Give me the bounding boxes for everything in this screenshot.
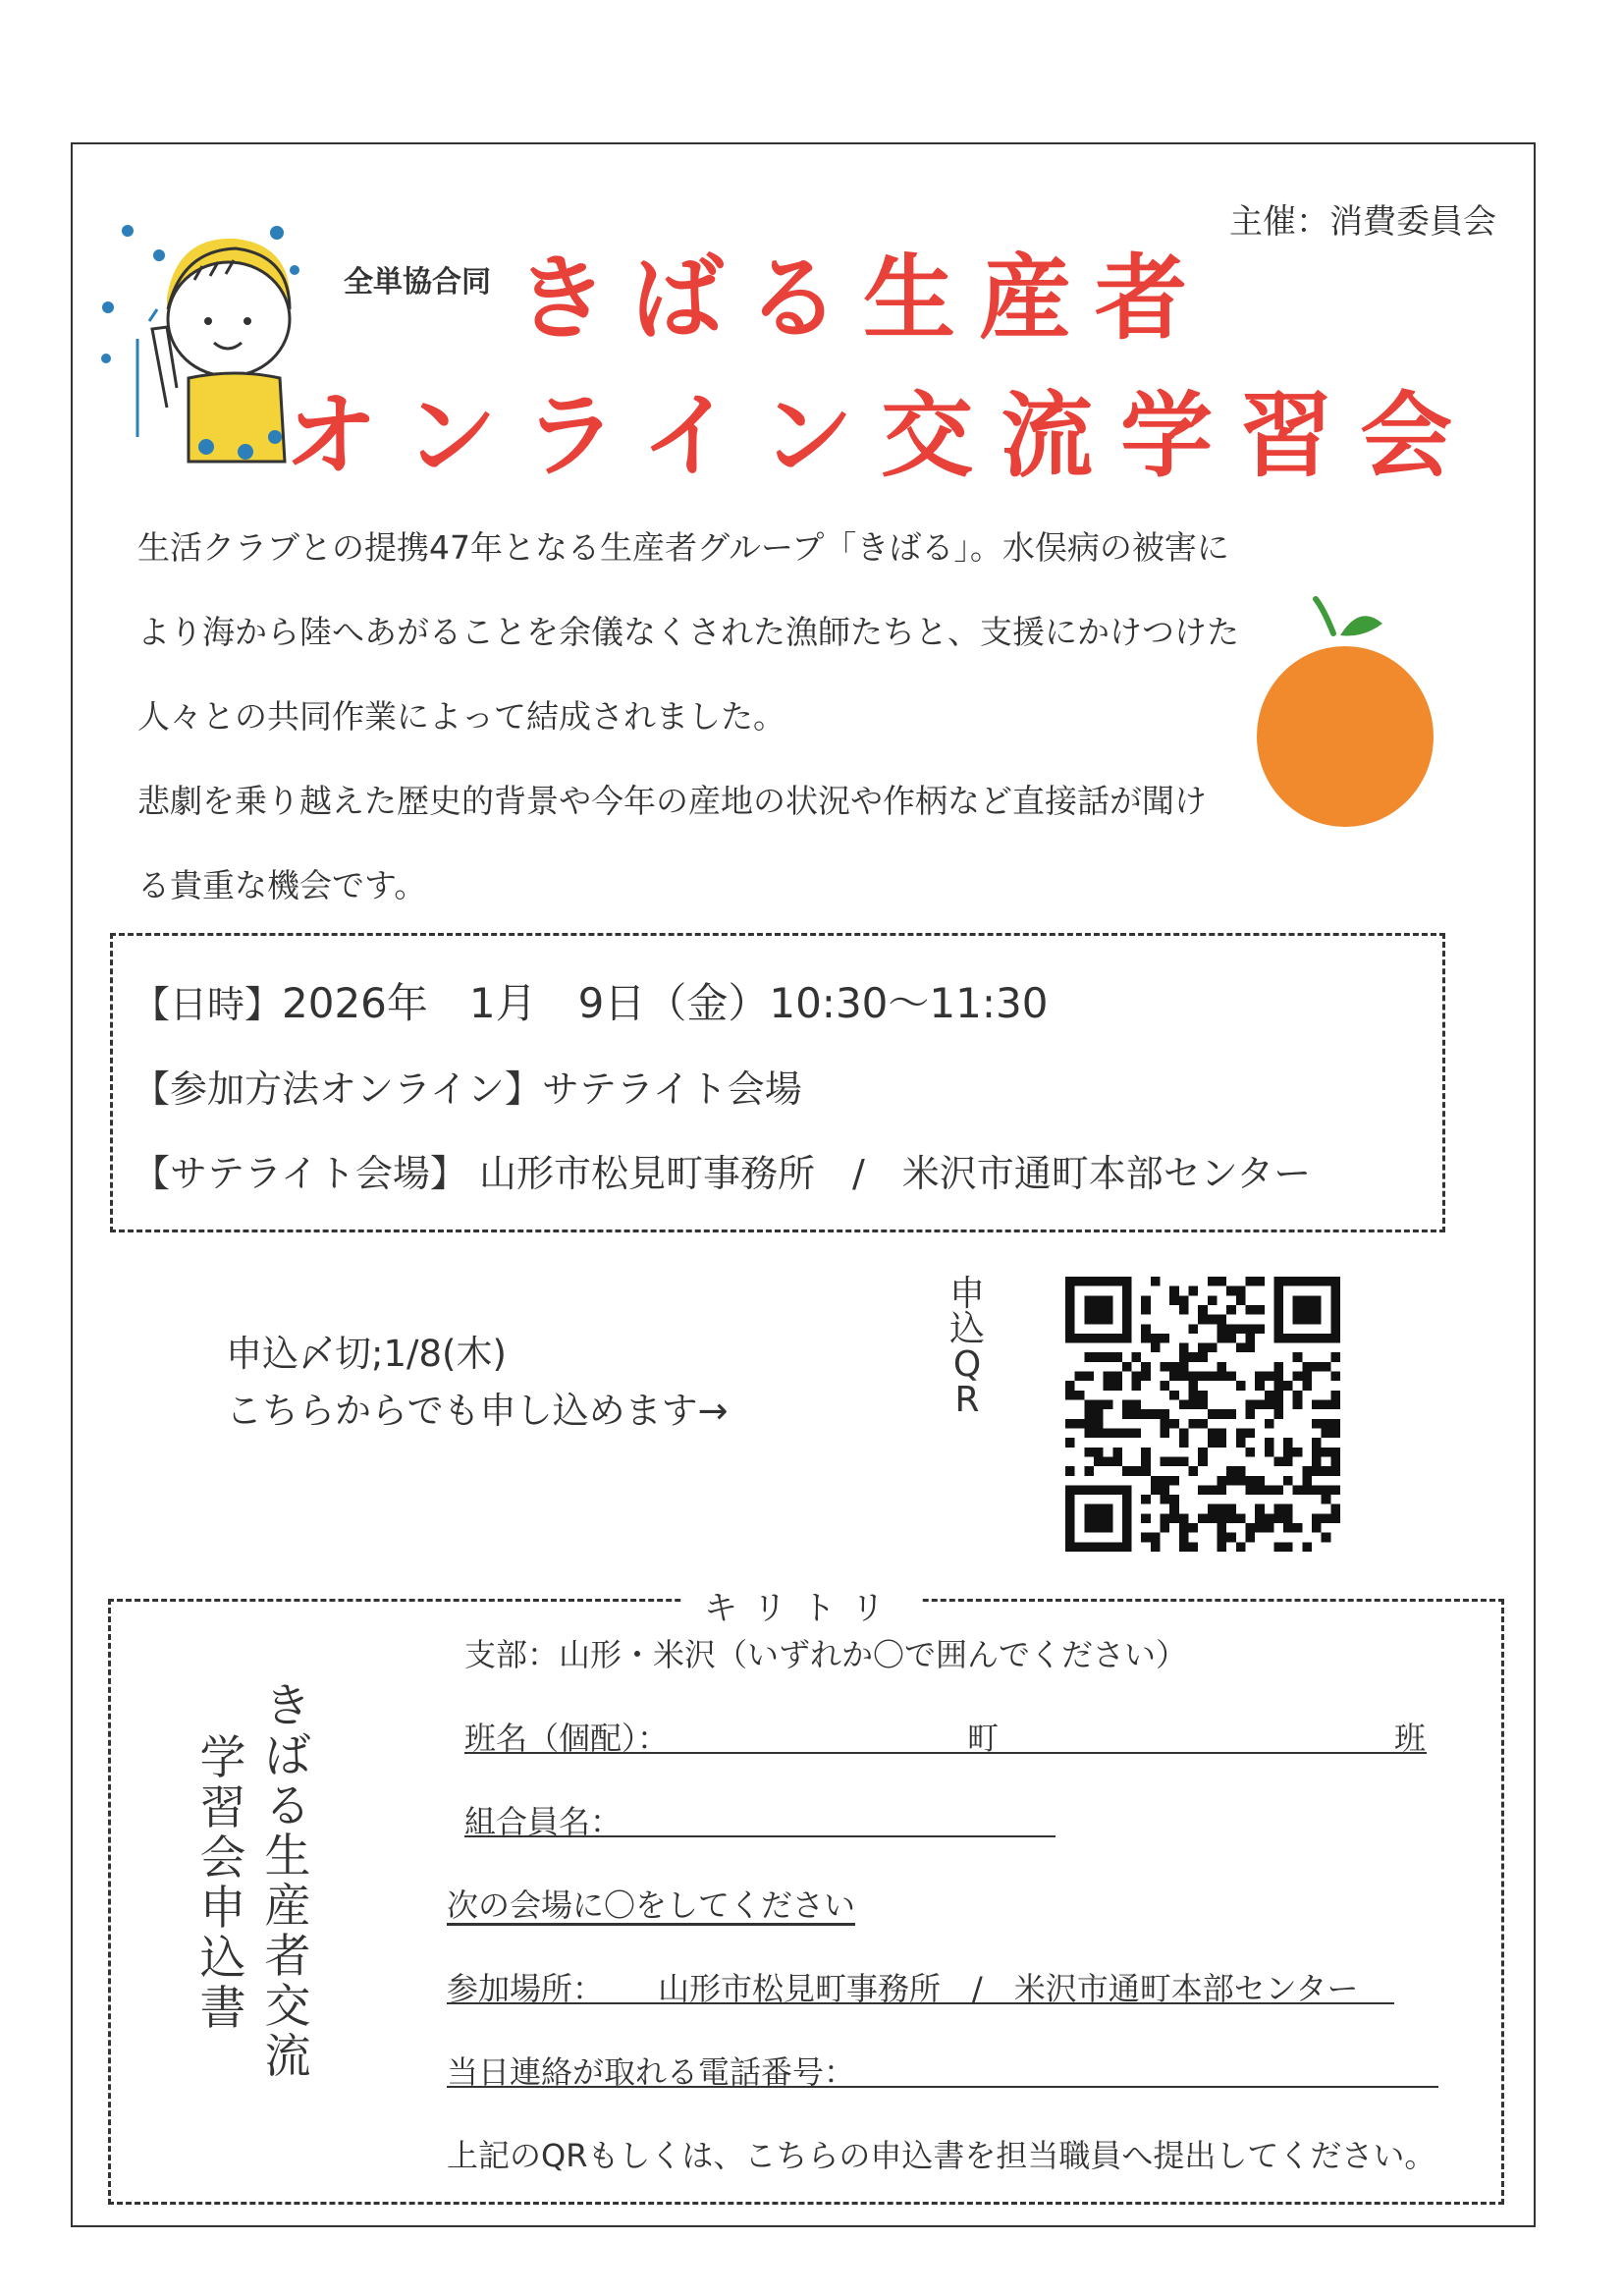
venue-options[interactable]: 山形市松見町事務所 / 米沢市通町本部センター — [658, 1970, 1359, 2007]
venue-field-line — [447, 2002, 1394, 2004]
apply-note: こちらからでも申し込めます→ — [226, 1390, 729, 1432]
qr-code[interactable] — [1065, 1277, 1340, 1552]
venue-label: 【サテライト会場】 — [133, 1152, 467, 1195]
han-town: 町 — [967, 1720, 1000, 1757]
intro-line: る貴重な機会です。 — [137, 866, 427, 904]
form-title-char: 習 — [199, 1781, 246, 1835]
deadline-block — [226, 1326, 729, 1440]
orange-fruit-icon — [1247, 594, 1443, 830]
form-title-char: 交 — [264, 1980, 311, 2034]
qr-label-char: R — [954, 1380, 980, 1420]
organizer-label: 主催：消費委員会 — [1229, 202, 1496, 242]
form-title-char: る — [264, 1779, 311, 1833]
han-label: 班名（個配）： — [464, 1720, 670, 1757]
form-title-char: 流 — [264, 2030, 311, 2084]
member-label: 組合員名： — [464, 1803, 623, 1840]
qr-label-char: Q — [952, 1344, 982, 1385]
title-line-1: きばる生産者 — [515, 246, 1212, 353]
han-field[interactable] — [464, 1752, 1427, 1754]
form-title-char: 込 — [199, 1932, 246, 1986]
phone-label: 当日連絡が取れる電話番号： — [447, 2053, 856, 2091]
title-line-2: オンライン交流学習会 — [285, 383, 1481, 490]
intro-line: 生活クラブとの提携47年となる生産者グループ「きばる」。水俣病の被害に — [137, 528, 1229, 567]
venue-value: 山形市松見町事務所 / 米沢市通町本部センター — [478, 1152, 1312, 1195]
deadline-text: 申込〆切;1/8(木) — [226, 1333, 507, 1375]
event-info-box — [110, 933, 1445, 1232]
intro-line: より海から陸へあがることを余儀なくされた漁師たちと、支援にかけつけた — [137, 613, 1239, 651]
venue-instruction: 次の会場に〇をしてください — [447, 1886, 856, 1924]
form-title-char: 学 — [199, 1731, 246, 1785]
joint-event-label: 全単協合同 — [344, 265, 491, 300]
form-title-char: ば — [264, 1729, 311, 1783]
form-title-char: 生 — [264, 1830, 311, 1884]
venue-row — [133, 1131, 1423, 1216]
form-title-char: 書 — [199, 1982, 246, 2036]
form-title-char: き — [264, 1679, 311, 1733]
date-label: 【日時】 — [133, 983, 283, 1026]
cut-line-label: キリトリ — [682, 1581, 922, 1629]
qr-label-char: 申 — [948, 1274, 985, 1314]
form-title-char: 申 — [199, 1882, 246, 1936]
form-title-char: 産 — [264, 1880, 311, 1934]
form-title-column-1 — [263, 1681, 312, 2082]
member-name-field[interactable] — [464, 1835, 1056, 1837]
qr-label — [947, 1274, 987, 1420]
date-row — [133, 961, 1423, 1047]
intro-paragraph — [137, 506, 1237, 928]
date-value: 2026年 1月 9日（金）10:30～11:30 — [282, 979, 1049, 1027]
form-title-column-2 — [198, 1733, 247, 2034]
form-title-char: 会 — [199, 1831, 246, 1886]
han-suffix: 班 — [1394, 1720, 1427, 1757]
intro-line: 人々との共同作業によって結成されました。 — [137, 697, 785, 736]
qr-label-char: 込 — [948, 1309, 985, 1349]
form-title-char: 者 — [264, 1930, 311, 1984]
venue-choice-label: 参加場所： — [447, 1970, 605, 2007]
method-row: 【参加方法オンライン】サテライト会場 — [133, 1067, 802, 1111]
branch-field[interactable]: 支部：山形・米沢（いずれか〇で囲んでください） — [464, 1636, 1188, 1673]
intro-line: 悲劇を乗り越えた歴史的背景や今年の産地の状況や作柄など直接話が聞け — [137, 782, 1207, 820]
phone-field[interactable] — [447, 2086, 1438, 2088]
form-footer-note: 上記のQRもしくは、こちらの申込書を担当職員へ提出してください。 — [447, 2137, 1436, 2174]
